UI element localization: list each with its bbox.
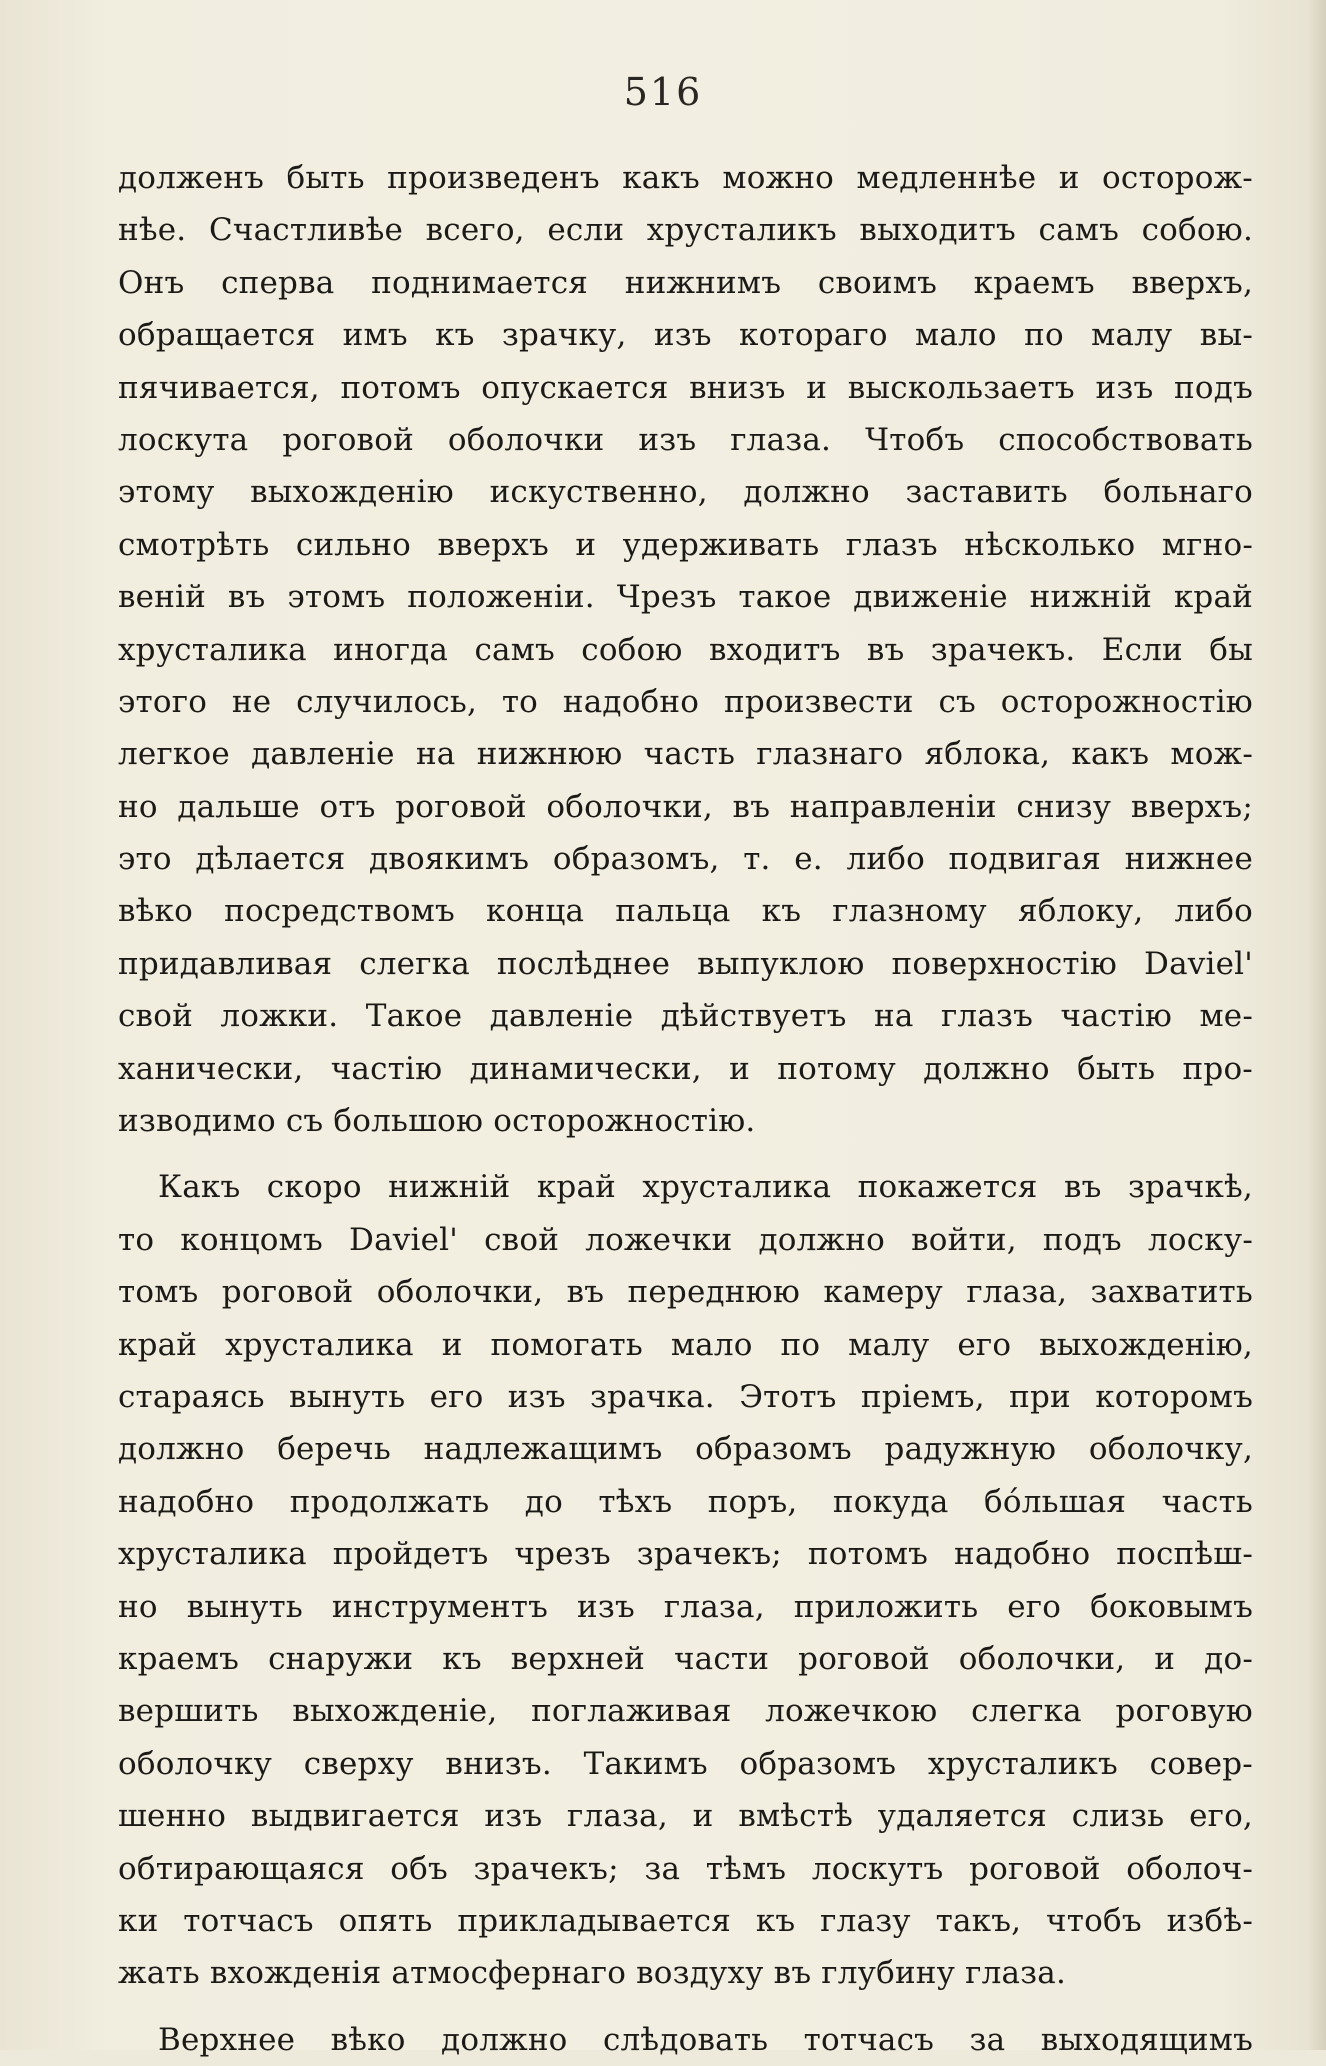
text-line: придавливая слегка послѣднее выпуклою поверхностію Daviel' <box>118 945 1253 982</box>
paragraph-gap <box>118 2000 1253 2014</box>
text-line: ки тотчасъ опять прикладывается къ глазу такъ, чтобъ избѣ- <box>118 1902 1253 1939</box>
text-line: но вынуть инструментъ изъ глаза, приложить его боковымъ <box>118 1588 1253 1625</box>
text-line: стараясь вынуть его изъ зрачка. Этотъ пріемъ, при которомъ <box>118 1378 1253 1415</box>
text-line: нѣе. Счастливѣе всего, если хрусталикъ выходитъ самъ собою. <box>118 212 1253 249</box>
text-line: обтирающаяся объ зрачекъ; за тѣмъ лоскутъ роговой оболоч- <box>118 1850 1253 1887</box>
text-line: обращается имъ къ зрачку, изъ котораго мало по малу вы- <box>118 317 1253 354</box>
text-line: вершить выхожденіе, поглаживая ложечкою слегка роговую <box>118 1693 1253 1730</box>
text-line-paragraph-end: жать вхожденія атмосфернаго воздуху въ глубину глаза. <box>118 1955 1067 1992</box>
text-line: веній въ этомъ положеніи. Чрезъ такое движеніе нижній край <box>118 579 1253 616</box>
text-line: край хрусталика и помогать мало по малу его выхожденію, <box>118 1326 1253 1363</box>
text-line-paragraph-end: изводимо съ большою осторожностію. <box>118 1103 756 1140</box>
text-line: лоскута роговой оболочки изъ глаза. Чтобъ способствовать <box>118 421 1253 458</box>
text-line: пячивается, потомъ опускается внизъ и выскользаетъ изъ подъ <box>118 369 1253 406</box>
body-text <box>118 152 1253 2066</box>
text-line: ханически, частію динамически, и потому должно быть про- <box>118 1050 1253 1087</box>
text-line: это дѣлается двоякимъ образомъ, т. е. либо подвигая нижнее <box>118 841 1253 878</box>
paragraph-gap <box>118 1147 1253 1161</box>
text-line: свой ложки. Такое давленіе дѣйствуетъ на глазъ частію ме- <box>118 998 1253 1035</box>
page-number: 516 <box>623 70 703 114</box>
text-line: оболочку сверху внизъ. Такимъ образомъ хрусталикъ совер- <box>118 1745 1253 1782</box>
text-line: краемъ снаружи къ верхней части роговой оболочки, и до- <box>118 1640 1253 1677</box>
text-line: Онъ сперва поднимается нижнимъ своимъ краемъ вверхъ, <box>118 264 1253 301</box>
text-line-paragraph-start: Какъ скоро нижній край хрусталика покажется въ зрачкѣ, <box>158 1169 1253 1206</box>
text-line: смотрѣть сильно вверхъ и удерживать глазъ нѣсколько мгно- <box>118 526 1253 563</box>
text-line: хрусталика пройдетъ чрезъ зрачекъ; потомъ надобно поспѣш- <box>118 1536 1253 1573</box>
page-edge-shadow <box>1308 0 1326 2050</box>
text-line: легкое давленіе на нижнюю часть глазнаго яблока, какъ мож- <box>118 736 1253 773</box>
text-line: шенно выдвигается изъ глаза, и вмѣстѣ удаляется слизь его, <box>118 1798 1253 1835</box>
text-line: томъ роговой оболочки, въ переднюю камеру глаза, захватить <box>118 1274 1253 1311</box>
text-line-paragraph-start: Верхнее вѣко должно слѣдовать тотчасъ за выходящимъ <box>158 2021 1253 2058</box>
text-line: этого не случилось, то надобно произвести съ осторожностію <box>118 683 1253 720</box>
text-line: долженъ быть произведенъ какъ можно медленнѣе и осторож- <box>118 160 1253 196</box>
text-line: хрусталика иногда самъ собою входитъ въ зрачекъ. Если бы <box>118 631 1253 668</box>
text-line: надобно продолжать до тѣхъ поръ, покуда бо́льшая часть <box>118 1483 1253 1520</box>
text-line: но дальше отъ роговой оболочки, въ направленіи снизу вверхъ; <box>118 788 1253 825</box>
text-line: вѣко посредствомъ конца пальца къ глазному яблоку, либо <box>118 893 1253 930</box>
text-line: то концомъ Daviel' свой ложечки должно войти, подъ лоску- <box>118 1221 1253 1258</box>
text-line: этому выхожденію искуственно, должно заставить больнаго <box>118 474 1253 511</box>
text-line: должно беречь надлежащимъ образомъ радужную оболочку, <box>118 1431 1253 1468</box>
